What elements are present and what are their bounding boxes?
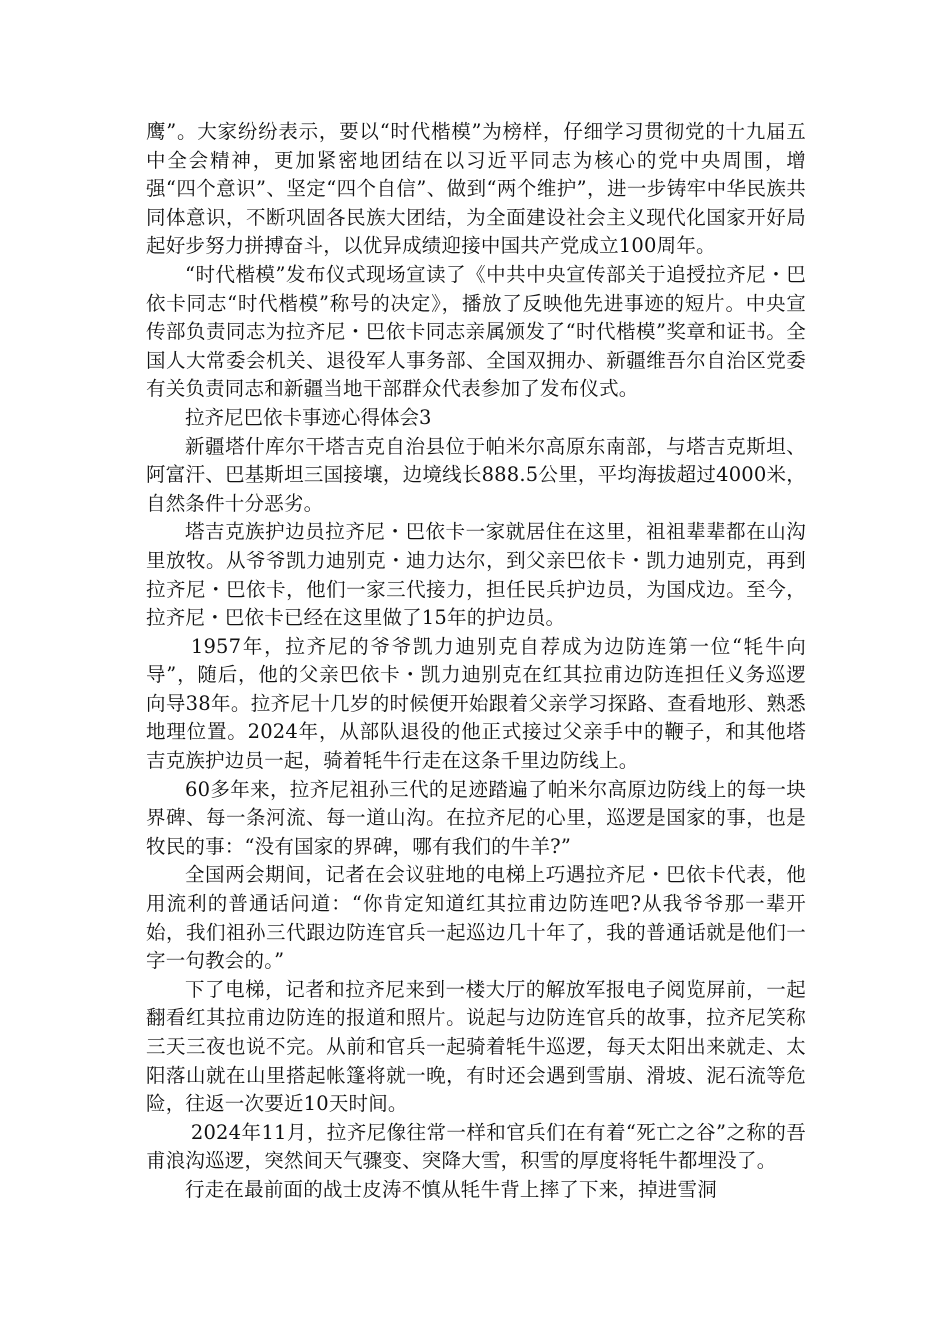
document-page (146, 118, 806, 1205)
paragraph-accident: 行走在最前面的战士皮涛不慎从牦牛背上摔了下来，掉进雪洞 (185, 1177, 717, 1201)
paragraph-geography: 新疆塔什库尔干塔吉克自治县位于帕米尔高原东南部，与塔吉克斯坦、阿富汗、巴基斯坦三国接壤，边境线长888.5公里，平均海拔超过4000米，自然条件十分恶劣。 (146, 434, 806, 515)
paragraph-footprints: 60多年来，拉齐尼祖孙三代的足迹踏遍了帕米尔高原边防线上的每一块界碑、每一条河流、每一道山沟。在拉齐尼的心里，巡逻是国家的事，也是牧民的事：“没有国家的界碑，哪有我们的牛羊?” (146, 777, 806, 858)
paragraph-patrol: 2024年11月，拉齐尼像往常一样和官兵们在有着“死亡之谷”之称的吾甫浪沟巡逻，突然间天气骤变、突降大雪，积雪的厚度将牦牛都埋没了。 (146, 1120, 806, 1173)
paragraph-family: 塔吉克族护边员拉齐尼・巴依卡一家就居住在这里，祖祖辈辈都在山沟里放牧。从爷爷凯力迪别克・迪力达尔，到父亲巴依卡・凯力迪别克，再到拉齐尼・巴依卡，他们一家三代接力，担任民兵护边员，为国戍边。至今，拉齐尼・巴依卡已经在这里做了15年的护边员。 (146, 520, 806, 630)
paragraph-elevator: 全国两会期间，记者在会议驻地的电梯上巧遇拉齐尼・巴依卡代表，他用流利的普通话问道：“你肯定知道红其拉甫边防连吧?从我爷爷那一辈开始，我们祖孙三代跟边防连官兵一起巡边几十年了，我的普通话就是他们一字一句教会的。” (146, 863, 806, 973)
paragraph-ceremony: “时代楷模”发布仪式现场宣读了《中共中央宣传部关于追授拉齐尼・巴依卡同志“时代楷模”称号的决定》，播放了反映他先进事迹的短片。中央宣传部负责同志为拉齐尼・巴依卡同志亲属颁发了“时代楷模”奖章和证书。全国人大常委会机关、退役军人事务部、全国双拥办、新疆维吾尔自治区党委有关负责同志和新疆当地干部群众代表参加了发布仪式。 (146, 262, 806, 401)
paragraph-conclusion: 鹰”。大家纷纷表示，要以“时代楷模”为榜样，仔细学习贯彻党的十九届五中全会精神，更加紧密地团结在以习近平同志为核心的党中央周围，增强“四个意识”、坚定“四个自信”、做到“两个维护”，进一步铸牢中华民族共同体意识，不断巩固各民族大团结，为全面建设社会主义现代化国家开好局起好步努力拼搏奋斗，以优异成绩迎接中国共产党成立100周年。 (146, 120, 806, 258)
section-heading: 拉齐尼巴依卡事迹心得体会3 (185, 405, 432, 429)
paragraph-reading-screen: 下了电梯，记者和拉齐尼来到一楼大厅的解放军报电子阅览屏前，一起翻看红其拉甫边防连的报道和照片。说起与边防连官兵的故事，拉齐尼笑称三天三夜也说不完。从前和官兵一起骑着牦牛巡逻，每天太阳出来就走、太阳落山就在山里搭起帐篷将就一晚，有时还会遇到雪崩、滑坡、泥石流等危险，往返一次要近10天时间。 (146, 977, 806, 1116)
paragraph-history: 1957年，拉齐尼的爷爷凯力迪别克自荐成为边防连第一位“牦牛向导”，随后，他的父亲巴依卡・凯力迪别克在红其拉甫边防连担任义务巡逻向导38年。拉齐尼十几岁的时候便开始跟着父亲学习探路、查看地形、熟悉地理位置。2024年，从部队退役的他正式接过父亲手中的鞭子，和其他塔吉克族护边员一起，骑着牦牛行走在这条千里边防线上。 (146, 634, 806, 773)
